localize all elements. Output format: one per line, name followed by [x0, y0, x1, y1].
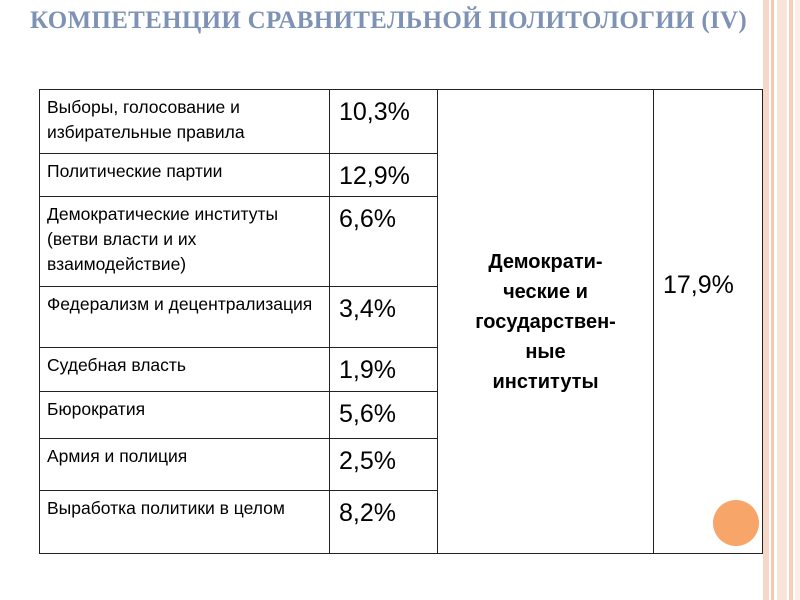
group-label-cell: [438, 90, 654, 554]
percent-cell: 8,2%: [330, 491, 438, 554]
decorative-border-stripe: [795, 0, 800, 600]
topic-cell: Федерализм и децентрализация: [40, 287, 330, 348]
group-label-line: ные: [525, 340, 566, 363]
percent-cell: 3,4%: [330, 287, 438, 348]
topic-cell: Армия и полиция: [40, 439, 330, 491]
slide-title: КОМПЕТЕНЦИИ СРАВНИТЕЛЬНОЙ ПОЛИТОЛОГИИ (IV): [30, 7, 747, 34]
topic-cell: Выборы, голосование и избирательные правила: [40, 90, 330, 154]
decorative-accent-circle: [713, 500, 759, 546]
topic-cell: Бюрократия: [40, 392, 330, 439]
group-label-line: ческие и: [503, 280, 588, 303]
topic-cell: Выработка политики в целом: [40, 491, 330, 554]
group-percent-cell: 17,9%: [654, 90, 763, 554]
percent-cell: 1,9%: [330, 348, 438, 392]
percent-cell: 5,6%: [330, 392, 438, 439]
group-label-line: государствен-: [475, 310, 616, 333]
percent-cell: 6,6%: [330, 197, 438, 287]
decorative-border-stripe: [789, 0, 793, 600]
group-label-line: Демократи-: [488, 250, 603, 273]
decorative-border-stripe: [763, 0, 769, 600]
percent-cell: 12,9%: [330, 154, 438, 197]
topic-cell: Демократические институты (ветви власти и их взаимодействие): [40, 197, 330, 287]
group-label-line: институты: [492, 370, 599, 393]
percent-cell: 2,5%: [330, 439, 438, 491]
percent-cell: 10,3%: [330, 90, 438, 154]
decorative-border-stripe: [771, 0, 774, 600]
topic-cell: Судебная власть: [40, 348, 330, 392]
topic-cell: Политические партии: [40, 154, 330, 197]
table-row: [40, 90, 763, 154]
decorative-border-stripe: [777, 0, 787, 600]
competencies-table: [39, 89, 763, 554]
